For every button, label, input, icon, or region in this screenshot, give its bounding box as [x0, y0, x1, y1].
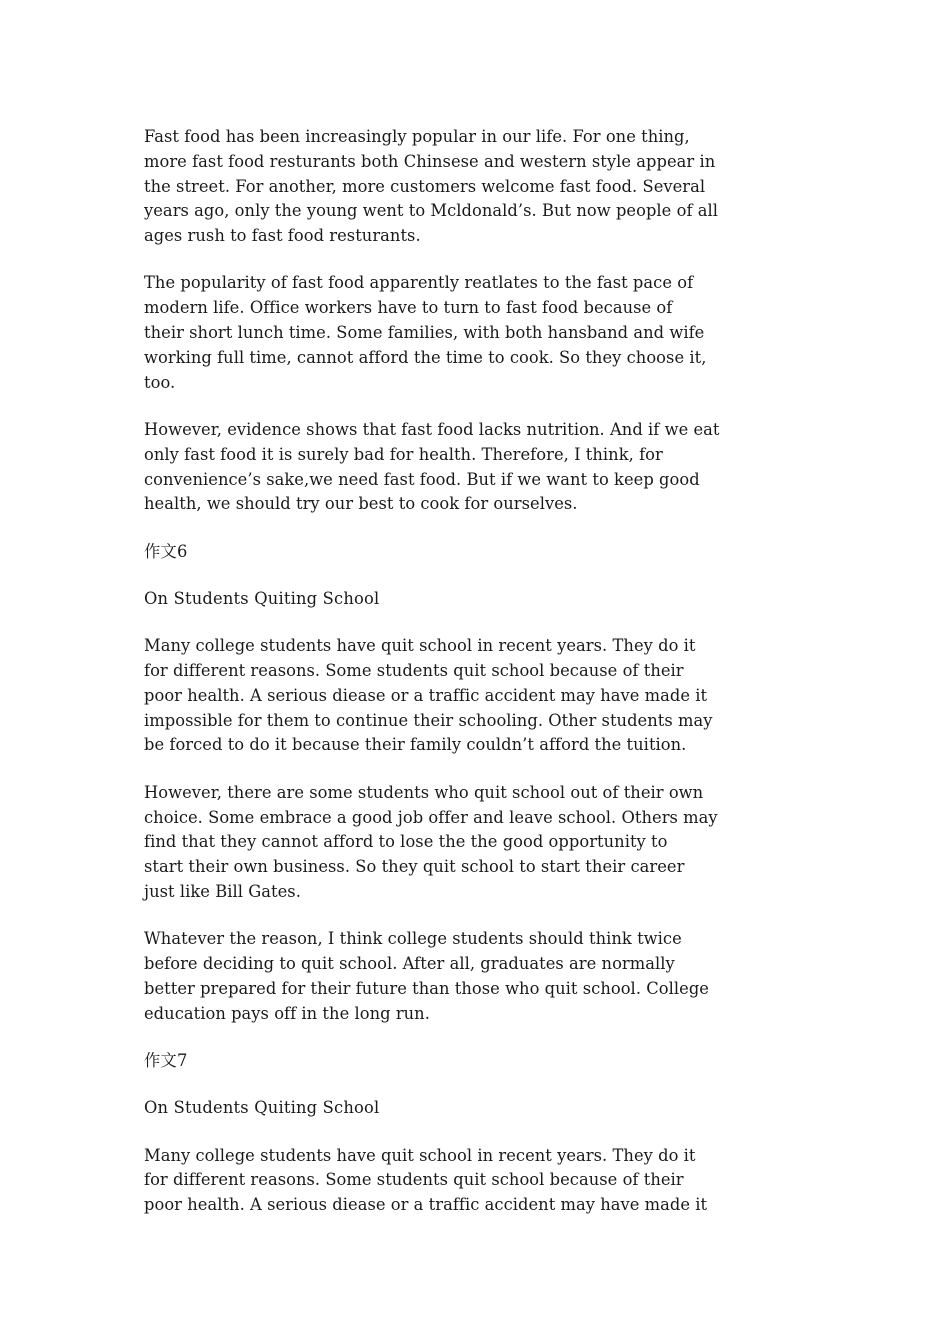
body-paragraph [144, 125, 824, 249]
text-line: 作文7 [144, 1050, 188, 1070]
text-line: poor health. A serious diease or a traffic accident may have made it [144, 1195, 708, 1215]
text-line: Fast food has been increasingly popular in our life. For one thing, [144, 127, 690, 146]
text-line: modern life. Office workers have to turn to fast food because of [144, 298, 673, 318]
text-line: ages rush to fast food resturants. [144, 226, 421, 246]
body-paragraph [144, 271, 824, 395]
document-page [144, 125, 824, 1240]
text-line: Many college students have quit school in recent years. They do it [144, 1145, 696, 1165]
text-line: before deciding to quit school. After all, graduates are normally [144, 954, 675, 974]
text-line: impossible for them to continue their schooling. Other students may [144, 710, 713, 730]
text-line: only fast food it is surely bad for health. Therefore, I think, for [144, 444, 663, 464]
text-line: be forced to do it because their family couldn’t afford the tuition. [144, 735, 687, 755]
text-line: years ago, only the young went to Mcldonald’s. But now people of all [144, 201, 719, 221]
text-line: Many college students have quit school in recent years. They do it [144, 636, 696, 656]
section-heading [144, 540, 824, 565]
text-line: poor health. A serious diease or a traffic accident may have made it [144, 685, 708, 705]
text-line: better prepared for their future than those who quit school. College [144, 978, 709, 998]
body-paragraph [144, 781, 824, 905]
text-line: for different reasons. Some students quit school because of their [144, 661, 684, 681]
text-line: The popularity of fast food apparently reatlates to the fast pace of [144, 273, 694, 293]
text-line: education pays off in the long run. [144, 1003, 430, 1023]
text-line: start their own business. So they quit school to start their career [144, 857, 685, 877]
text-line: find that they cannot afford to lose the the good opportunity to [144, 832, 668, 852]
body-paragraph [144, 1144, 824, 1218]
text-line: On Students Quiting School [144, 588, 380, 608]
text-line: 作文6 [144, 541, 188, 561]
text-line: more fast food resturants both Chinsese and western style appear in [144, 151, 716, 171]
body-paragraph [144, 634, 824, 758]
text-line: working full time, cannot afford the time to cook. So they choose it, [144, 347, 707, 367]
text-line: However, there are some students who quit school out of their own [144, 782, 704, 802]
text-line: health, we should try our best to cook for ourselves. [144, 494, 578, 514]
text-line: convenience’s sake,we need fast food. But if we want to keep good [144, 469, 700, 489]
text-line: their short lunch time. Some families, with both hansband and wife [144, 323, 705, 343]
section-heading [144, 587, 824, 612]
text-line: Whatever the reason, I think college students should think twice [144, 929, 682, 949]
text-line: the street. For another, more customers welcome fast food. Several [144, 176, 706, 196]
text-line: just like Bill Gates. [144, 881, 301, 901]
text-line: too. [144, 372, 176, 392]
section-heading [144, 1096, 824, 1121]
section-heading [144, 1049, 824, 1074]
text-line: On Students Quiting School [144, 1098, 380, 1118]
body-paragraph [144, 927, 824, 1026]
body-paragraph [144, 418, 824, 517]
text-line: for different reasons. Some students quit school because of their [144, 1170, 684, 1190]
text-line: However, evidence shows that fast food lacks nutrition. And if we eat [144, 419, 720, 439]
text-line: choice. Some embrace a good job offer and leave school. Others may [144, 807, 718, 827]
